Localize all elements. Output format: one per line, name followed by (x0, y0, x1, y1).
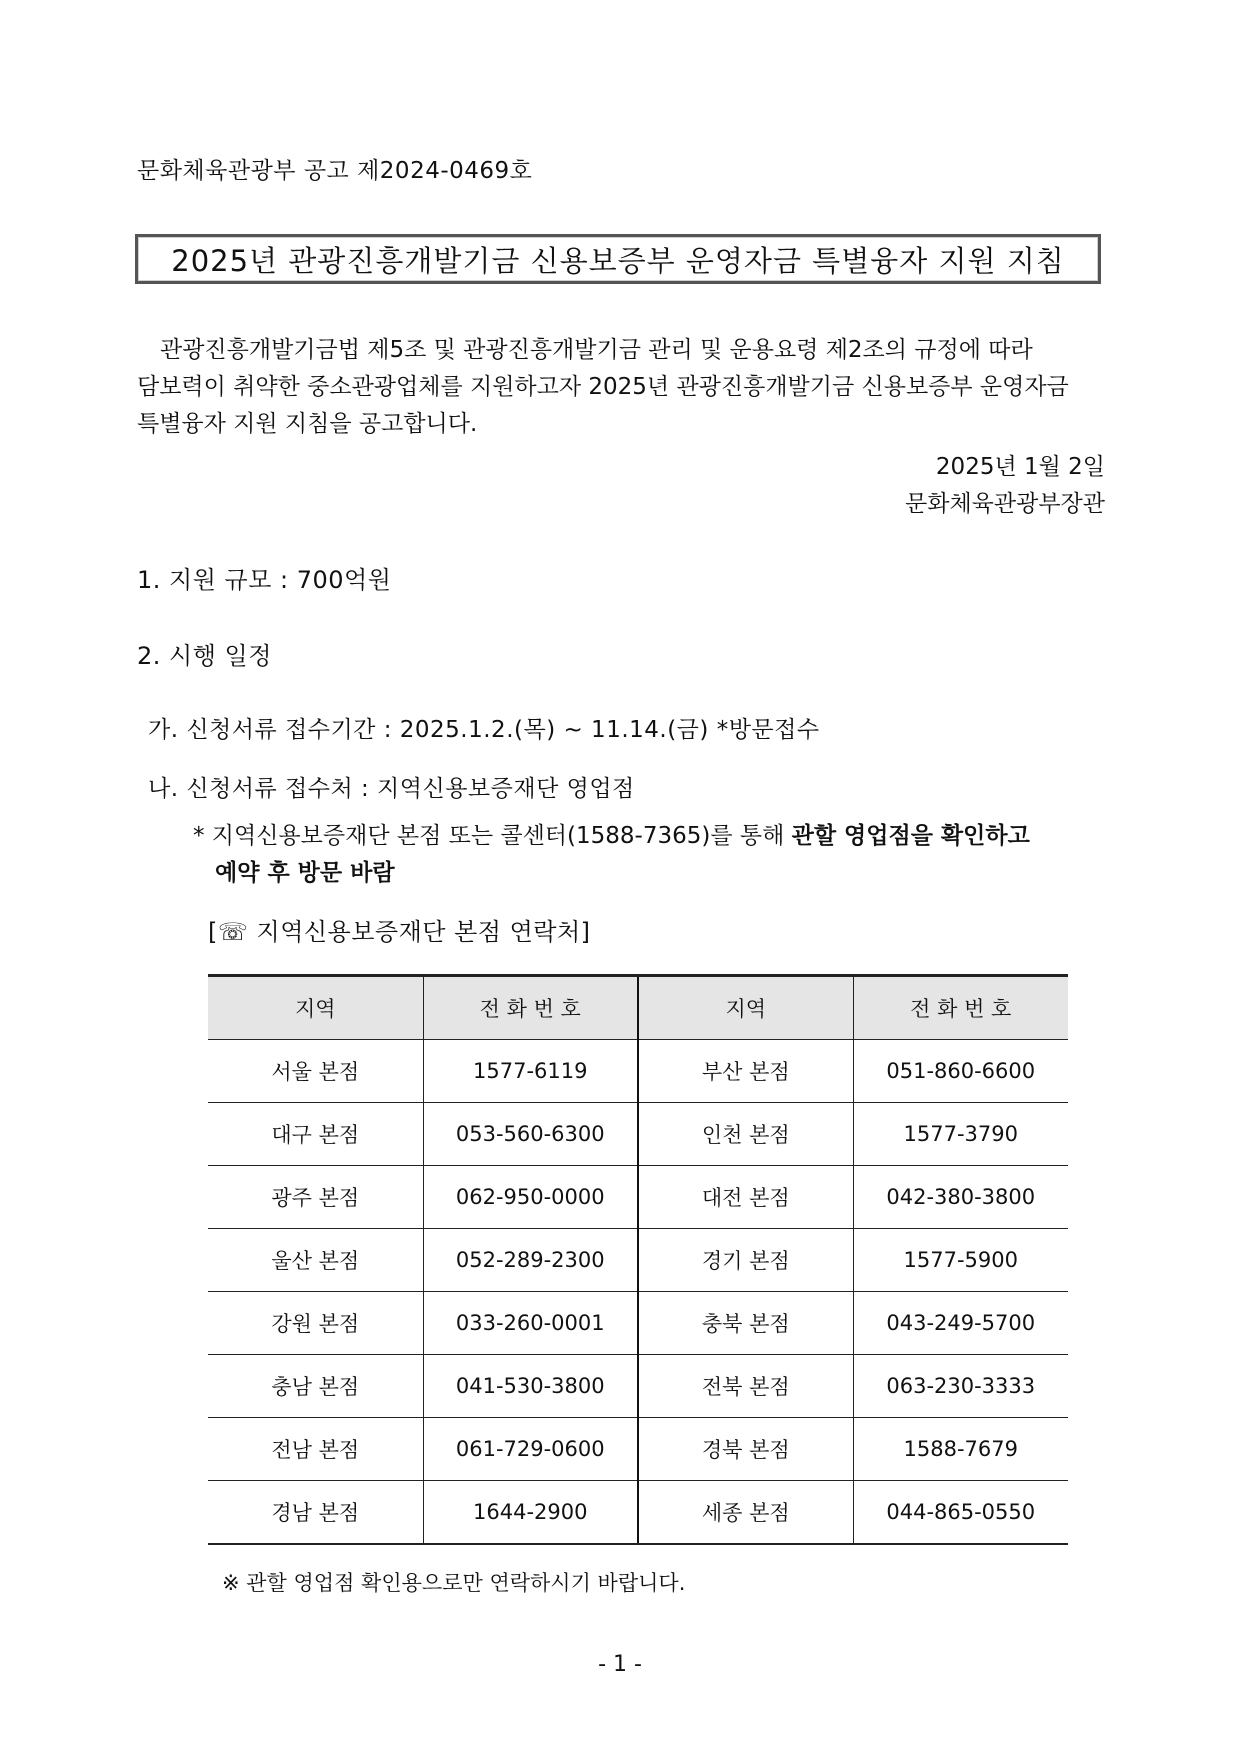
intro-line: 특별융자 지원 지침을 공고합니다. (137, 411, 478, 437)
cell-phone: 1577-6119 (423, 1040, 638, 1103)
contacts-heading: [☏ 지역신용보증재단 본점 연락처] (208, 918, 591, 946)
schedule-item-place: 나. 신청서류 접수처 : 지역신용보증재단 영업점 (148, 776, 635, 802)
table-row (208, 1229, 1068, 1292)
document-title-box (135, 234, 1101, 284)
cell-region: 대구 본점 (208, 1103, 423, 1166)
cell-region: 경북 본점 (638, 1418, 853, 1481)
cell-region: 전북 본점 (638, 1355, 853, 1418)
cell-phone: 053-560-6300 (423, 1103, 638, 1166)
intro-line: 담보력이 취약한 중소관광업체를 지원하고자 2025년 관광진흥개발기금 신용보증부 운영자금 (137, 374, 1069, 400)
cell-phone: 044-865-0550 (853, 1481, 1068, 1545)
table-row (208, 1103, 1068, 1166)
cell-region: 대전 본점 (638, 1166, 853, 1229)
reservation-note (193, 818, 1030, 892)
table-row (208, 1166, 1068, 1229)
note-emphasis: 관할 영업점을 확인하고 (791, 823, 1030, 849)
cell-region: 전남 본점 (208, 1418, 423, 1481)
schedule-item-period: 가. 신청서류 접수기간 : 2025.1.2.(목) ~ 11.14.(금) *방문접수 (148, 717, 820, 743)
intro-paragraph (137, 332, 1107, 443)
cell-phone: 062-950-0000 (423, 1166, 638, 1229)
section-scale: 1. 지원 규모 : 700억원 (137, 566, 392, 594)
signer: 문화체육관광부장관 (905, 491, 1105, 517)
cell-region: 충북 본점 (638, 1292, 853, 1355)
cell-region: 인천 본점 (638, 1103, 853, 1166)
document-title: 2025년 관광진흥개발기금 신용보증부 운영자금 특별융자 지원 지침 (171, 243, 1065, 278)
cell-region: 부산 본점 (638, 1040, 853, 1103)
cell-phone: 1588-7679 (853, 1418, 1068, 1481)
cell-phone: 033-260-0001 (423, 1292, 638, 1355)
cell-region: 강원 본점 (208, 1292, 423, 1355)
cell-phone: 041-530-3800 (423, 1355, 638, 1418)
cell-region: 충남 본점 (208, 1355, 423, 1418)
note-text: * 지역신용보증재단 본점 또는 콜센터(1588-7365)를 통해 (193, 823, 792, 849)
cell-region: 서울 본점 (208, 1040, 423, 1103)
header-phone: 전 화 번 호 (423, 976, 638, 1040)
announcement-date: 2025년 1월 2일 (935, 454, 1105, 480)
cell-region: 경기 본점 (638, 1229, 853, 1292)
cell-phone: 061-729-0600 (423, 1418, 638, 1481)
section-schedule: 2. 시행 일정 (137, 642, 272, 670)
note-continuation: 예약 후 방문 바람 (215, 860, 395, 886)
header-region: 지역 (638, 976, 853, 1040)
table-row (208, 1292, 1068, 1355)
table-row (208, 1355, 1068, 1418)
cell-phone: 042-380-3800 (853, 1166, 1068, 1229)
cell-phone: 1577-3790 (853, 1103, 1068, 1166)
page-number: - 1 - (598, 1652, 642, 1677)
table-header-row (208, 976, 1068, 1040)
cell-region: 세종 본점 (638, 1481, 853, 1545)
cell-phone: 1644-2900 (423, 1481, 638, 1545)
cell-region: 경남 본점 (208, 1481, 423, 1545)
contacts-footnote: ※ 관할 영업점 확인용으로만 연락하시기 바랍니다. (222, 1571, 686, 1595)
cell-phone: 051-860-6600 (853, 1040, 1068, 1103)
intro-line: 관광진흥개발기금법 제5조 및 관광진흥개발기금 관리 및 운용요령 제2조의 규정에 따라 (160, 337, 1033, 363)
header-phone: 전 화 번 호 (853, 976, 1068, 1040)
cell-phone: 063-230-3333 (853, 1355, 1068, 1418)
contacts-table (208, 974, 1068, 1545)
announcement-number: 문화체육관광부 공고 제2024-0469호 (137, 158, 533, 184)
cell-phone: 043-249-5700 (853, 1292, 1068, 1355)
table-row (208, 1040, 1068, 1103)
cell-region: 광주 본점 (208, 1166, 423, 1229)
cell-phone: 052-289-2300 (423, 1229, 638, 1292)
cell-phone: 1577-5900 (853, 1229, 1068, 1292)
table-row (208, 1481, 1068, 1545)
header-region: 지역 (208, 976, 423, 1040)
cell-region: 울산 본점 (208, 1229, 423, 1292)
table-row (208, 1418, 1068, 1481)
